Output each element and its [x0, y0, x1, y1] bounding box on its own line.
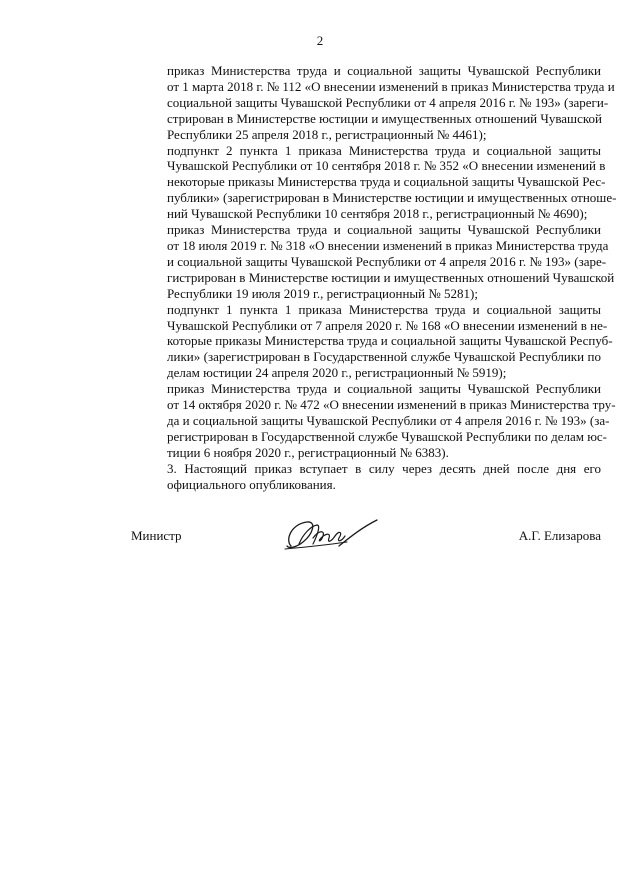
text-line: Чувашской Республики от 10 сентября 2018 г. № 352 «О внесении изменений в — [167, 158, 606, 174]
paragraph-order-168 — [131, 301, 613, 382]
text-line: лики» (зарегистрирован в Государственной службе Чувашской Республики по — [167, 349, 601, 365]
paragraph-order-112 — [131, 63, 615, 143]
text-line: приказ Министерства труда и социальной защиты Чувашской Республики — [167, 222, 601, 238]
text-line: Республики 25 апреля 2018 г., регистрационный № 4461); — [167, 126, 487, 142]
text-line: приказ Министерства труда и социальной защиты Чувашской Республики — [167, 381, 601, 397]
handwritten-signature — [277, 516, 387, 556]
text-line: тиции 6 ноября 2020 г., регистрационный № 6383). — [167, 444, 449, 460]
document-body — [131, 63, 617, 492]
signature-block — [131, 522, 601, 562]
text-line: официального опубликования. — [167, 476, 336, 492]
text-line: Чувашской Республики от 7 апреля 2020 г. № 168 «О внесении изменений в не- — [167, 317, 608, 333]
text-line: которые приказы Министерства труда и социальной защиты Чувашской Респуб- — [167, 333, 613, 349]
text-line: да и социальной защиты Чувашской Республики от 4 апреля 2016 г. № 193» (за- — [167, 412, 610, 428]
page-number: 2 — [316, 33, 324, 48]
paragraph-order-318 — [131, 222, 615, 302]
text-line: делам юстиции 24 апреля 2020 г., регистрационный № 5919); — [167, 365, 507, 381]
text-line: гистрирован в Министерстве юстиции и имущественных отношений Чувашской — [167, 269, 615, 285]
text-line: социальной защиты Чувашской Республики от 4 апреля 2016 г. № 193» (зареги- — [167, 94, 609, 110]
text-line: от 18 июля 2019 г. № 318 «О внесении изменений в приказ Министерства труда — [167, 237, 609, 253]
text-line: 3. Настоящий приказ вступает в силу через десять дней после дня его — [167, 460, 601, 476]
text-line: подпункт 1 пункта 1 приказа Министерства труда и социальной защиты — [167, 301, 601, 317]
text-line: Республики 19 июля 2019 г., регистрационный № 5281); — [167, 285, 478, 301]
text-line: ний Чувашской Республики 10 сентября 2018 г., регистрационный № 4690); — [167, 206, 588, 222]
text-line: и социальной защиты Чувашской Республики от 4 апреля 2016 г. № 193» (заре- — [167, 253, 607, 269]
text-line: некоторые приказы Министерства труда и социальной защиты Чувашской Рес- — [167, 174, 606, 190]
text-line: от 14 октября 2020 г. № 472 «О внесении изменений в приказ Министерства тру- — [167, 397, 616, 413]
text-line: приказ Министерства труда и социальной защиты Чувашской Республики — [167, 63, 601, 78]
text-line: публики» (зарегистрирован в Министерстве юстиции и имущественных отноше- — [167, 190, 617, 206]
paragraph-effective-date — [131, 461, 601, 493]
paragraph-order-352 — [131, 142, 617, 223]
text-line: стрирован в Министерстве юстиции и имущественных отношений Чувашской — [167, 110, 602, 126]
text-line: регистрирован в Государственной службе Чувашской Республики по делам юс- — [167, 428, 608, 444]
signatory-name: А.Г. Елизарова — [518, 528, 601, 543]
paragraph-order-472 — [131, 381, 616, 461]
signatory-position: Министр — [131, 528, 182, 543]
text-line: подпункт 2 пункта 1 приказа Министерства труда и социальной защиты — [167, 142, 601, 158]
text-line: от 1 марта 2018 г. № 112 «О внесении изменений в приказ Министерства труда и — [167, 78, 615, 94]
